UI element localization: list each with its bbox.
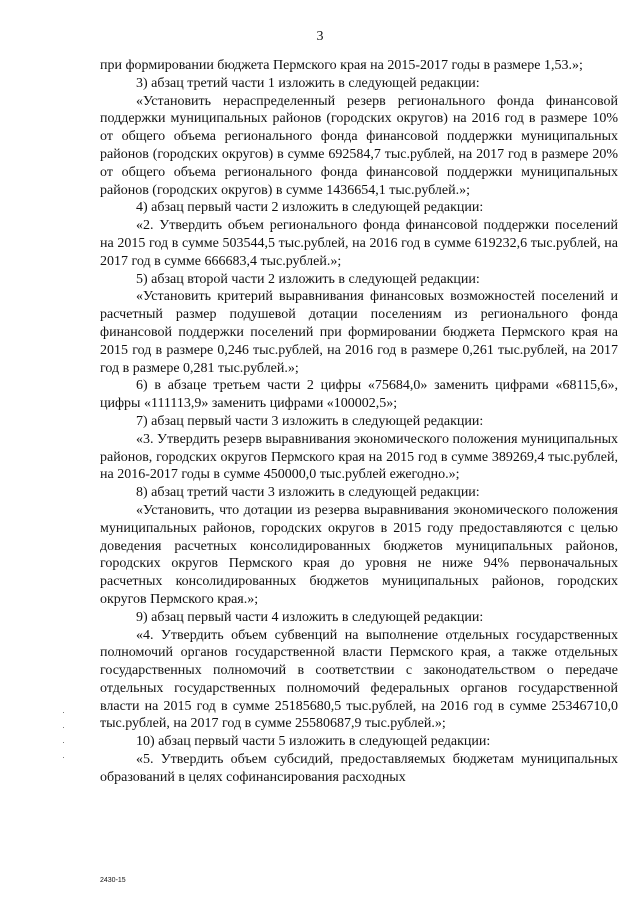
margin-scan-marks (62, 712, 66, 772)
amendment-item-8: 8) абзац третий части 3 изложить в следующей редакции: (136, 485, 480, 501)
amendment-item-5: 5) абзац второй части 2 изложить в следующей редакции: (136, 271, 480, 287)
amendment-item-9: 9) абзац первый части 4 изложить в следующей редакции: (136, 609, 484, 625)
amendment-item-6: 6) в абзаце третьем части 2 цифры «75684,0» заменить цифрами «68115,6», цифры «111113,9» заменить цифрами «100002,5»; (100, 378, 618, 412)
document-code: 2430-15 (100, 877, 126, 884)
amendment-text-9: «4. Утвердить объем субвенций на выполнение отдельных государственных полномочий органов государственной власти Пермского края, а также отдельных государственных полномочий в соответствии с законодательством о передаче отдельных государственных полномочий федеральных органов государственной власти на 2015 год в сумме 25185680,5 тыс.рублей, на 2016 год в сумме 25346710,0 тыс.рублей, на 2017 год в сумме 25580687,9 тыс.рублей.»; (100, 627, 618, 732)
amendment-item-3: 3) абзац третий части 1 изложить в следующей редакции: (136, 75, 480, 91)
amendment-text-7: «3. Утвердить резерв выравнивания экономического положения муниципальных районов, городских округов Пермского края на 2015 год в сумме 389269,4 тыс.рублей, на 2016-2017 годы в сумме 450000,0 тыс.рублей ежегодно.»; (100, 431, 618, 483)
amendment-item-4: 4) абзац первый части 2 изложить в следующей редакции: (136, 200, 484, 216)
amendment-item-7: 7) абзац первый части 3 изложить в следующей редакции: (136, 413, 484, 429)
amendment-text-3: «Установить нераспределенный резерв регионального фонда финансовой поддержки муниципальных районов (городских округов) на 2016 год в размере 10% от общего объема регионального фонда финансовой поддержки муниципальных районов (городских округов) в сумме 692584,7 тыс.рублей, на 2017 год в размере 20% от общего объема регионального фонда финансовой поддержки муниципальных районов (городских округов) в сумме 1436654,1 тыс.рублей.»; (100, 93, 618, 198)
amendment-text-10: «5. Утвердить объем субсидий, предоставляемых бюджетам муниципальных образований в целях софинансирования расходных (100, 752, 618, 785)
amendment-text-4: «2. Утвердить объем регионального фонда финансовой поддержки поселений на 2015 год в сумме 503544,5 тыс.рублей, на 2016 год в сумме 619232,6 тыс.рублей, на 2017 год в сумме 666683,4 тыс.рублей.»; (100, 218, 618, 269)
amendment-text-5: «Установить критерий выравнивания финансовых возможностей поселений и расчетный размер подушевой дотации поселениям из регионального фонда финансовой поддержки поселений при формировании бюджета Пермского края на 2015 год в размере 0,246 тыс.рублей, на 2016 год в размере 0,261 тыс.рублей, на 2017 год в размере 0,281 тыс.рублей.»; (100, 289, 618, 376)
amendment-item-10: 10) абзац первый части 5 изложить в следующей редакции: (136, 734, 491, 750)
document-body (100, 57, 618, 787)
paragraph-continuation: при формировании бюджета Пермского края на 2015-2017 годы в размере 1,53.»; (100, 58, 583, 73)
amendment-text-8: «Установить, что дотации из резерва выравнивания экономического положения муниципальных районов, городских округов в 2015 году предоставляются с целью доведения расчетных консолидированных бюджетов муниципальных районов, городских округов Пермского края до уровня не ниже 94% первоначальных расчетных консолидированных бюджетов муниципальных районов, городских округов Пермского края.»; (100, 502, 618, 607)
page-number: 3 (316, 29, 324, 44)
